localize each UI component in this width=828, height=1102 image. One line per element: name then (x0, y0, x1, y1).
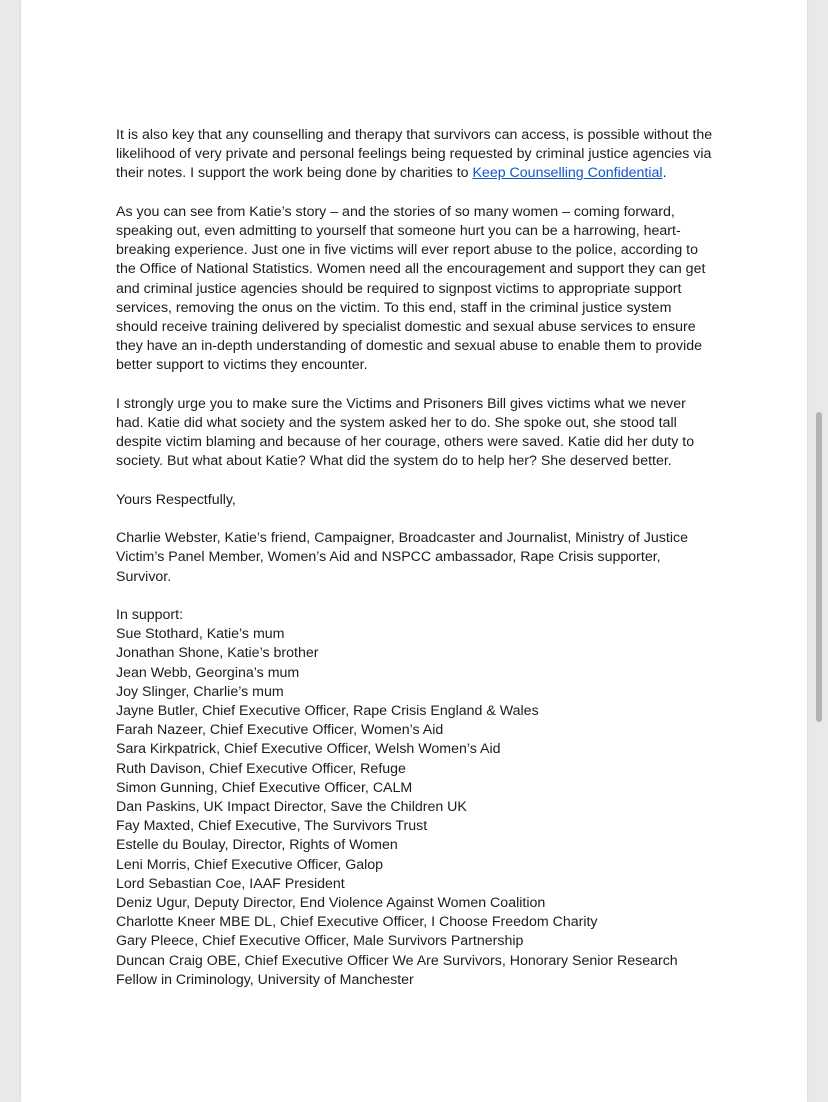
list-item: Duncan Craig OBE, Chief Executive Officer We Are Survivors, Honorary Senior Research Fellow in Criminology, University of Manchester (116, 952, 678, 988)
list-item: Estelle du Boulay, Director, Rights of Women (116, 837, 398, 854)
paragraph-counselling-end: . (662, 165, 667, 182)
paragraph-katies-story: As you can see from Katie’s story – and the stories of so many women – coming forward, speaking out, even admitting to yourself that someone hurt you can be a harrowing, heart-breaking experience. Just one in five victims will ever report abuse to the police, according to the Office of National Statistics. Women need all the encouragement and support they can get and criminal justice agencies should be required to signpost victims to appropriate support services, removing the onus on the victim. To this end, staff in the criminal justice system should receive training delivered by specialist domestic and sexual abuse services to ensure they have an in-depth understanding of domestic and sexual abuse to enable them to provide better support to victims they encounter. (116, 203, 706, 374)
list-item: Charlotte Kneer MBE DL, Chief Executive Officer, I Choose Freedom Charity (116, 914, 598, 931)
paragraph-urge: I strongly urge you to make sure the Victims and Prisoners Bill gives victims what we never had. Katie did what society and the system asked her to do. She spoke out, she stood tall despite victim blaming and because of her courage, others were saved. Katie did her duty to society. But what about Katie? What did the system do to help her? She deserved better. (116, 395, 695, 470)
signature: Charlie Webster, Katie’s friend, Campaigner, Broadcaster and Journalist, Ministry of Justice Victim’s Panel Member, Women’s Aid and NSPCC ambassador, Rape Crisis supporter, Survivor. (116, 530, 688, 585)
list-item: Sara Kirkpatrick, Chief Executive Officer, Welsh Women’s Aid (116, 741, 501, 758)
list-item: Ruth Davison, Chief Executive Officer, Refuge (116, 760, 406, 777)
list-item: Farah Nazeer, Chief Executive Officer, Women’s Aid (116, 722, 444, 739)
paragraph-counselling (116, 126, 716, 184)
keep-counselling-confidential-link[interactable]: Keep Counselling Confidential (472, 165, 663, 182)
list-item: Jayne Butler, Chief Executive Officer, Rape Crisis England & Wales (116, 703, 539, 720)
support-heading: In support: (116, 607, 184, 623)
list-item: Dan Paskins, UK Impact Director, Save the Children UK (116, 799, 467, 816)
letter-body (116, 126, 716, 990)
list-item: Sue Stothard, Katie’s mum (116, 626, 285, 643)
list-item: Gary Pleece, Chief Executive Officer, Male Survivors Partnership (116, 933, 524, 950)
closing: Yours Respectfully, (116, 491, 236, 508)
list-item: Jonathan Shone, Katie’s brother (116, 645, 319, 662)
vertical-scrollbar[interactable] (816, 412, 822, 722)
list-item: Lord Sebastian Coe, IAAF President (116, 875, 345, 892)
document-page (21, 0, 807, 1102)
list-item: Joy Slinger, Charlie’s mum (116, 683, 284, 700)
supporters-list (116, 606, 716, 990)
list-item: Jean Webb, Georgina’s mum (116, 664, 300, 681)
list-item: Fay Maxted, Chief Executive, The Survivors Trust (116, 818, 428, 835)
list-item: Deniz Ugur, Deputy Director, End Violence Against Women Coalition (116, 895, 546, 912)
list-item: Simon Gunning, Chief Executive Officer, CALM (116, 779, 413, 796)
list-item: Leni Morris, Chief Executive Officer, Galop (116, 856, 384, 873)
paragraph-counselling-text: It is also key that any counselling and therapy that survivors can access, is possible without the likelihood of very private and personal feelings being requested by criminal justice agencies via their notes. I support the work being done by charities to (116, 127, 713, 182)
